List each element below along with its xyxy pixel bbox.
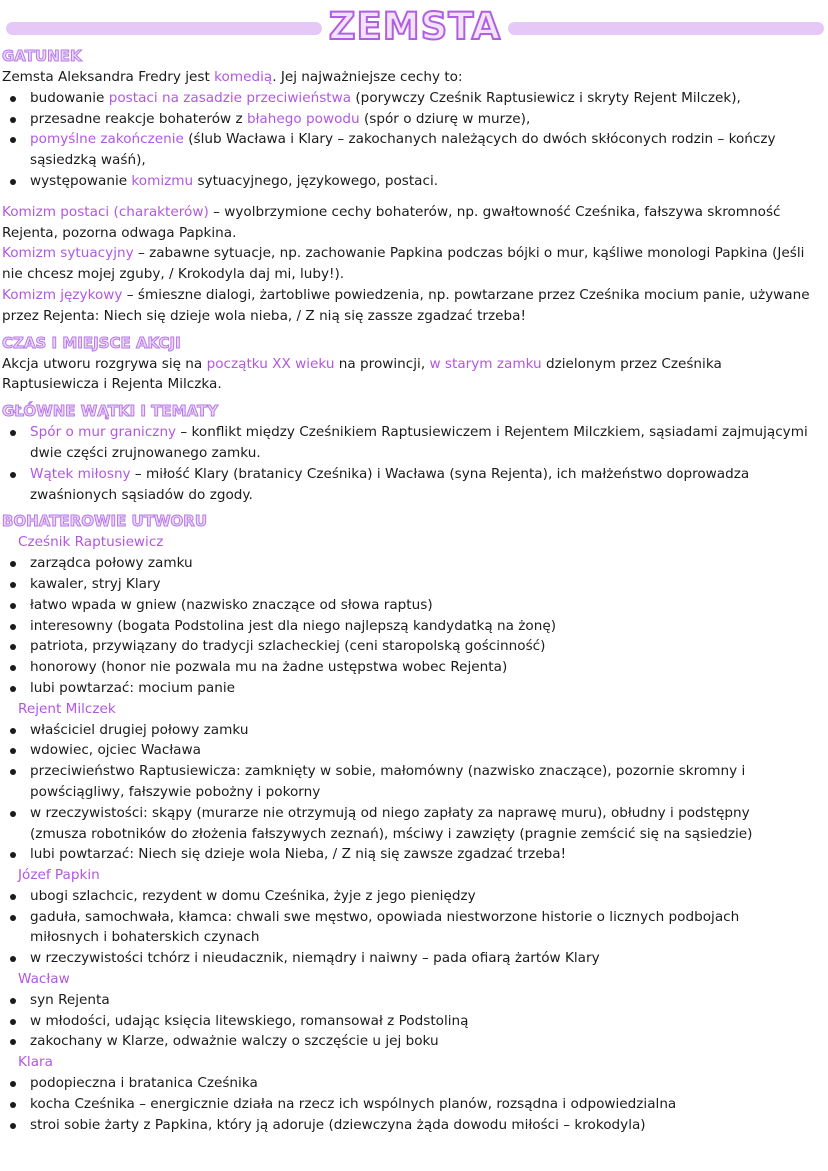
item-text: ubogi szlachcic, rezydent w domu Cześnika, żyje z jego pieniędzy [30, 887, 476, 904]
item-highlight: pomyślne zakończenie [30, 131, 184, 148]
item-text-continued: powściągliwy, fałszywie pobożny i pokorny [30, 783, 321, 800]
item-text: występowanie [30, 172, 132, 189]
item-text: w rzeczywistości: skąpy (murarze nie otrzymują od niego zapłaty za naprawę muru), obłudny i podstępny [30, 804, 750, 821]
item-text: właściciel drugiej połowy zamku [30, 721, 249, 738]
list-item [0, 761, 828, 803]
item-text-continued: dwie części zrujnowanego zamku. [30, 444, 261, 461]
item-text: w rzeczywistości tchórz i nieudacznik, niemądry i naiwny – pada ofiarą żartów Klary [30, 950, 600, 967]
list-item [0, 657, 828, 678]
czas-paragraph [2, 354, 828, 396]
komizm-text: Rejenta, pozorna odwaga Papkina. [2, 224, 237, 241]
gatunek-intro-text-end: . Jej najważniejsze cechy to: [272, 69, 463, 85]
document-content [0, 46, 828, 1135]
list-item [0, 803, 828, 845]
character-name: Klara [18, 1054, 53, 1071]
item-text-continued: sąsiedzką waśń), [30, 152, 146, 169]
character-traits-list [0, 886, 828, 969]
list-item [0, 129, 828, 171]
item-text: (porywczy Cześnik Raptusiewicz i skryty Rejent Milczek), [351, 89, 741, 106]
character-traits-list [0, 1073, 828, 1135]
item-text-continued: (zmusza robotników do złożenia fałszywych zeznań), mściwy i zawzięty (pragnie zemścić się na sąsiedzie) [30, 825, 753, 842]
section-heading-gatunek: GATUNEK [2, 47, 82, 65]
item-highlight: komizmu [131, 172, 194, 189]
item-highlight: błahego powodu [246, 110, 360, 127]
list-item [0, 636, 828, 657]
item-text-continued: miłosnych i bohaterskich czynach [30, 929, 260, 946]
watki-list [0, 422, 828, 505]
czas-text: Akcja utworu rozgrywa się na [2, 355, 207, 372]
list-item [0, 1073, 828, 1094]
item-text: (spór o dziurę w murze), [359, 110, 531, 127]
czas-text: Raptusiewicza i Rejenta Milczka. [2, 376, 222, 393]
item-text: syn Rejenta [30, 991, 110, 1008]
item-text: interesowny (bogata Podstolina jest dla niego najlepszą kandydatką na żonę) [30, 617, 557, 634]
list-item [0, 990, 828, 1011]
character-name: Wacław [18, 971, 70, 988]
list-item [0, 553, 828, 574]
item-text: wdowiec, ojciec Wacława [30, 742, 201, 759]
komizm-postaci [2, 202, 828, 244]
list-item [0, 907, 828, 949]
komizm-text: nie chcesz mojej zguby, / Krokodyla daj mi, luby!). [2, 266, 345, 283]
item-text: podopieczna i bratanica Cześnika [30, 1075, 258, 1092]
item-text: – miłość Klary (bratanicy Cześnika) i Wacława (syna Rejenta), ich małżeństwo doprowadza [130, 465, 750, 482]
item-text: zarządca połowy zamku [30, 555, 193, 572]
item-text: (ślub Wacława i Klary – zakochanych należących do dwóch skłóconych rodzin – kończy [183, 131, 776, 148]
item-text: honorowy (honor nie pozwala mu na żadne ustępstwa wobec Rejenta) [30, 659, 508, 676]
list-item [0, 1115, 828, 1136]
document-title: ZEMSTA [328, 5, 502, 48]
item-text: gaduła, samochwała, kłamca: chwali swe męstwo, opowiada niestworzone historie o licznych podbojach [30, 908, 740, 925]
list-item [0, 844, 828, 865]
item-text: stroi sobie żarty z Papkina, który ją adoruje (dziewczyna żąda dowodu miłości – krokodyla) [30, 1116, 646, 1133]
item-text: zakochany w Klarze, odważnie walczy o szczęście u jej boku [30, 1033, 439, 1050]
komizm-label: Komizm sytuacyjny [2, 245, 134, 262]
character-name: Józef Papkin [18, 867, 100, 884]
czas-highlight: początku XX wieku [206, 355, 335, 372]
komizm-text: przez Rejenta: Niech się dzieje wola nieba, / Z nią się zassze zgadzać trzeba! [2, 307, 526, 324]
list-item [0, 574, 828, 595]
title-bar-right [508, 22, 824, 35]
item-text: lubi powtarzać: Niech się dzieje wola Nieba, / Z nią się zawsze zgadzać trzeba! [30, 846, 567, 863]
item-text: sytuacyjnego, językowego, postaci. [193, 172, 439, 189]
character-traits-list [0, 720, 828, 866]
item-text: patriota, przywiązany do tradycji szlacheckiej (ceni staropolską gościnność) [30, 638, 546, 655]
gatunek-intro [2, 67, 828, 88]
komizm-text: – zabawne sytuacje, np. zachowanie Papkina podczas bójki o mur, kąśliwe monologi Papkina (Jeśli [133, 245, 805, 262]
title-bar-left [6, 22, 322, 35]
character-name: Rejent Milczek [18, 700, 116, 717]
item-text: przesadne reakcje bohaterów z [30, 110, 247, 127]
gatunek-list [0, 88, 828, 192]
list-item [0, 948, 828, 969]
list-item [0, 464, 828, 506]
list-item [0, 88, 828, 109]
character-traits-list [0, 553, 828, 699]
list-item [0, 616, 828, 637]
item-text: łatwo wpada w gniew (nazwisko znaczące od słowa raptus) [30, 596, 433, 613]
item-highlight: Wątek miłosny [30, 465, 131, 482]
list-item [0, 1011, 828, 1032]
komizm-label: Komizm językowy [2, 286, 123, 303]
characters-list [0, 532, 828, 1135]
czas-text: dzielonym przez Cześnika [541, 355, 722, 372]
list-item [0, 109, 828, 130]
item-text: budowanie [30, 89, 109, 106]
list-item [0, 1094, 828, 1115]
gatunek-intro-highlight: komedią [214, 69, 273, 85]
section-heading-bohaterowie: BOHATEROWIE UTWORU [2, 512, 207, 531]
item-text: kocha Cześnika – energicznie działa na rzecz ich wspólnych planów, rozsądna i odpowiedzialna [30, 1095, 677, 1112]
list-item [0, 1031, 828, 1052]
komizm-text: – śmieszne dialogi, żartobliwe powiedzenia, np. powtarzane przez Cześnika mocium panie, używane [122, 286, 810, 303]
czas-highlight: w starym zamku [429, 355, 542, 372]
list-item [0, 740, 828, 761]
item-highlight: Spór o mur graniczny [30, 424, 177, 441]
item-text: przeciwieństwo Raptusiewicza: zamknięty w sobie, małomówny (nazwisko znaczące), pozornie skromny i [30, 763, 746, 780]
komizm-jezykowy [2, 285, 828, 327]
character-name: Cześnik Raptusiewicz [18, 534, 164, 551]
list-item [0, 720, 828, 741]
item-text: – konflikt między Cześnikiem Raptusiewiczem i Rejentem Milczkiem, sąsiadami zajmującymi [176, 424, 808, 441]
item-text-continued: zwaśnionych sąsiadów do zgody. [30, 486, 253, 503]
komizm-label: Komizm postaci (charakterów) [2, 203, 209, 220]
list-item [0, 886, 828, 907]
section-heading-czas: CZAS I MIEJSCE AKCJI [2, 333, 181, 352]
section-heading-watki: GŁÓWNE WĄTKI I TEMATY [2, 402, 219, 421]
item-text: lubi powtarzać: mocium panie [30, 679, 235, 696]
list-item [0, 595, 828, 616]
character-traits-list [0, 990, 828, 1052]
komizm-sytuacyjny [2, 243, 828, 285]
list-item [0, 422, 828, 464]
gatunek-intro-text: Zemsta Aleksandra Fredry jest [2, 69, 215, 85]
list-item [0, 171, 828, 192]
item-highlight: postaci na zasadzie przeciwieństwa [108, 89, 352, 106]
title-banner [0, 6, 828, 48]
item-text: kawaler, stryj Klary [30, 575, 161, 592]
list-item [0, 678, 828, 699]
komizm-text: – wyolbrzymione cechy bohaterów, np. gwałtowność Cześnika, fałszywa skromność [208, 203, 781, 220]
czas-text: na prowincji, [334, 355, 430, 372]
item-text: w młodości, udając księcia litewskiego, romansował z Podstoliną [30, 1012, 469, 1029]
